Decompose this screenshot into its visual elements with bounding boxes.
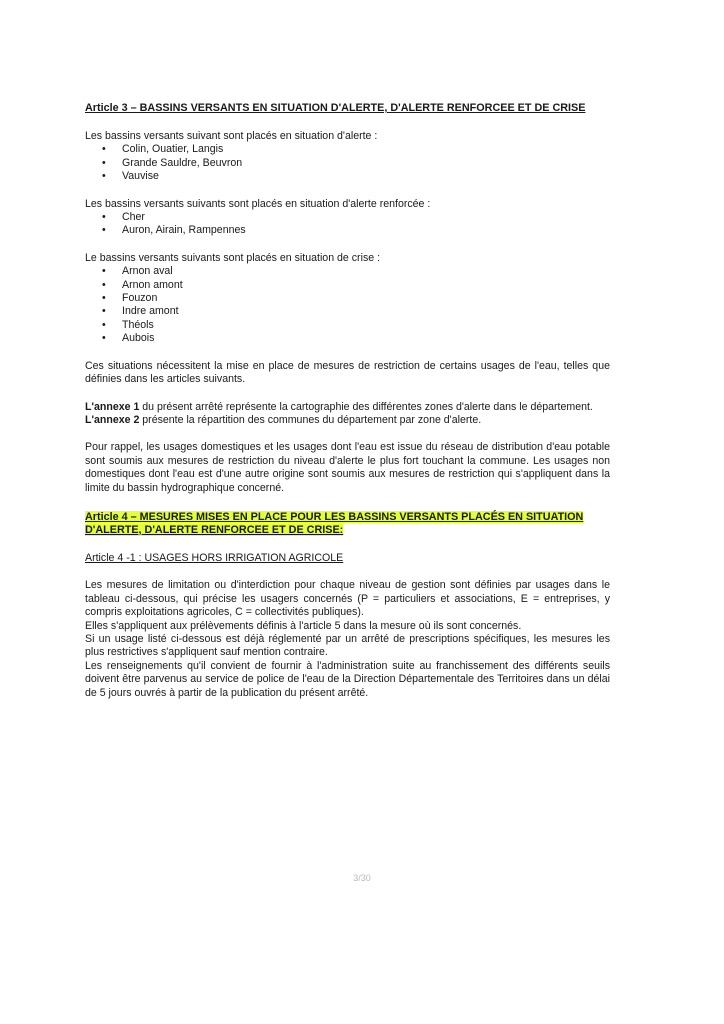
crise-intro: Le bassins versants suivants sont placés en situation de crise : xyxy=(85,251,381,264)
annexe-2-label: L'annexe 2 xyxy=(85,413,140,426)
annexe-1-text: du présent arrêté représente la cartographie des différentes zones d'alerte dans le département. xyxy=(139,400,593,413)
article-4-paragraph-4: Les renseignements qu'il convient de fournir à l'administration suite au franchissement des différents seuils doivent être parvenus au service de police de l'eau de la Direction Départementale des Territoires dans un délai de 5 jours ouvrés à partir de la publication du présent arrêté. xyxy=(85,659,610,699)
page-number: 3/30 xyxy=(353,873,371,883)
situations-paragraph: Ces situations nécessitent la mise en place de mesures de restriction de certains usages de l'eau, telles que définies dans les articles suivants. xyxy=(85,359,610,386)
list-item: • Grande Sauldre, Beuvron xyxy=(85,157,610,170)
list-item: • Arnon amont xyxy=(85,279,610,292)
list-item: • Colin, Ouatier, Langis xyxy=(85,143,610,156)
list-item: • Théols xyxy=(85,319,610,332)
article-4-paragraph-1: Les mesures de limitation ou d'interdiction pour chaque niveau de gestion sont définies par usages dans le tableau ci-dessous, qui précise les usagers concernés (P = particuliers et associations, E = entreprises, y compris exploitations agricoles, C = collectivités publiques). xyxy=(85,579,610,619)
renforcee-list xyxy=(85,211,610,238)
crise-list xyxy=(85,265,610,345)
annexe-1-paragraph xyxy=(85,401,610,414)
article-3-title: Article 3 – BASSINS VERSANTS EN SITUATION D'ALERTE, D'ALERTE RENFORCEE ET DE CRISE xyxy=(85,102,586,114)
list-item: • Arnon aval xyxy=(85,265,610,278)
alerte-list xyxy=(85,143,610,183)
article-4-paragraph-2: Elles s'appliquent aux prélèvements définis à l'article 5 dans la mesure où ils sont concernés. xyxy=(85,619,522,632)
article-4-highlighted-title: MESURES MISES EN PLACE POUR LES BASSINS VERSANTS PLACÉS EN SITUATION D'ALERTE, D'ALERTE RENFORCEE ET DE CRISE: xyxy=(85,510,584,536)
list-item: • Indre amont xyxy=(85,305,610,318)
list-item: • Aubois xyxy=(85,332,610,345)
annexe-2-text: présente la répartition des communes du département par zone d'alerte. xyxy=(139,413,482,426)
renforcee-intro: Les bassins versants suivants sont placés en situation d'alerte renforcée : xyxy=(85,197,431,210)
rappel-paragraph: Pour rappel, les usages domestiques et les usages dont l'eau est issue du réseau de distribution d'eau potable sont soumis aux mesures de restriction du niveau d'alerte le plus fort touchant la commune. Les usages non domestiques dont l'eau est d'une autre origine sont soumis aux mesures de restriction qui s'appliquent dans la limite du bassin hydrographique concerné. xyxy=(85,441,610,494)
annexe-1-label: L'annexe 1 xyxy=(85,400,140,413)
document-page xyxy=(85,102,610,700)
annexe-2-paragraph xyxy=(85,414,610,427)
alerte-intro: Les bassins versants suivant sont placés en situation d'alerte : xyxy=(85,130,378,142)
article-4-prefix: Article 4 – xyxy=(85,510,140,523)
list-item: • Vauvise xyxy=(85,170,610,183)
article-4-1-subtitle: Article 4 -1 : USAGES HORS IRRIGATION AGRICOLE xyxy=(85,551,344,564)
list-item: • Cher xyxy=(85,211,610,224)
list-item: • Auron, Airain, Rampennes xyxy=(85,224,610,237)
list-item: • Fouzon xyxy=(85,292,610,305)
article-4-title xyxy=(85,511,610,537)
article-4-paragraph-3: Si un usage listé ci-dessous est déjà réglementé par un arrêté de prescriptions spécifiques, les mesures les plus restrictives s'appliquent sauf mention contraire. xyxy=(85,632,610,659)
